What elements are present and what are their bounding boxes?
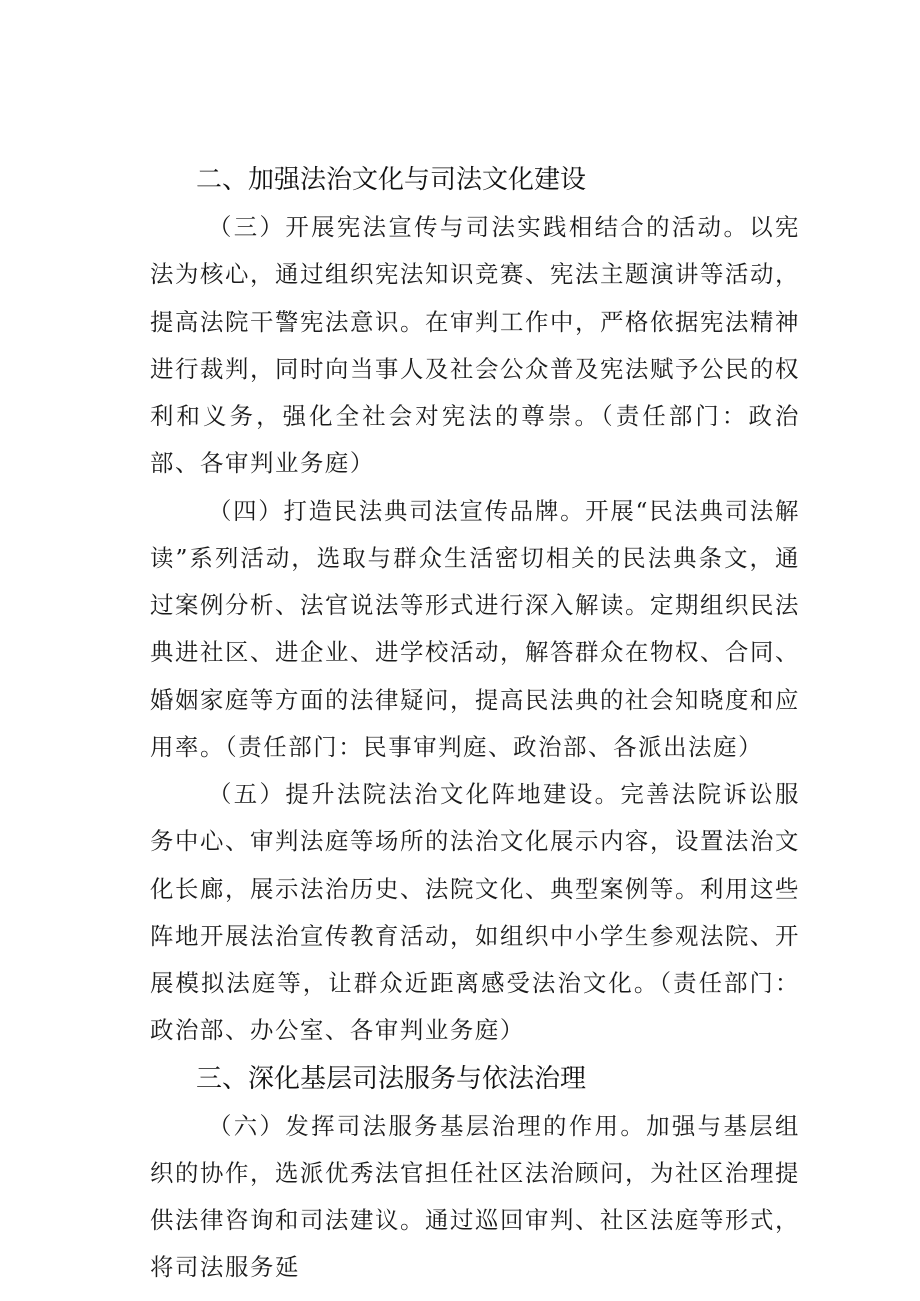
section-heading-grassroots: 三、深化基层司法服务与依法治理: [196, 1063, 587, 1094]
paragraph-civil-code: （四）打造民法典司法宣传品牌。开展“民法典司法解读”系列活动，选取与群众生活密切相关的民法典条文，通过案例分析、法官说法等形式进行深入解读。定期组织民法典进社区、进企业、进学校活动，解答群众在物权、合同、婚姻家庭等方面的法律疑问，提高民法典的社会知晓度和应用率。（责任部门：民事审判庭、政治部、各派出法庭）: [150, 496, 800, 761]
document-body: [150, 156, 800, 1292]
paragraph-culture-venue: （五）提升法院法治文化阵地建设。完善法院诉讼服务中心、审判法庭等场所的法治文化展示内容，设置法治文化长廊，展示法治历史、法院文化、典型案例等。利用这些阵地开展法治宣传教育活动，如组织中小学生参观法院、开展模拟法庭等，让群众近距离感受法治文化。（责任部门：政治部、办公室、各审判业务庭）: [150, 780, 800, 1045]
paragraph-grassroots-service: （六）发挥司法服务基层治理的作用。加强与基层组织的协作，选派优秀法官担任社区法治顾问，为社区治理提供法律咨询和司法建议。通过巡回审判、社区法庭等形式，将司法服务延: [150, 1111, 800, 1282]
paragraph-constitution: （三）开展宪法宣传与司法实践相结合的活动。以宪法为核心，通过组织宪法知识竞赛、宪法主题演讲等活动，提高法院干警宪法意识。在审判工作中，严格依据宪法精神进行裁判，同时向当事人及社会公众普及宪法赋予公民的权利和义务，强化全社会对宪法的尊崇。（责任部门：政治部、各审判业务庭）: [150, 213, 800, 478]
section-heading-culture: 二、加强法治文化与司法文化建设: [196, 165, 587, 195]
